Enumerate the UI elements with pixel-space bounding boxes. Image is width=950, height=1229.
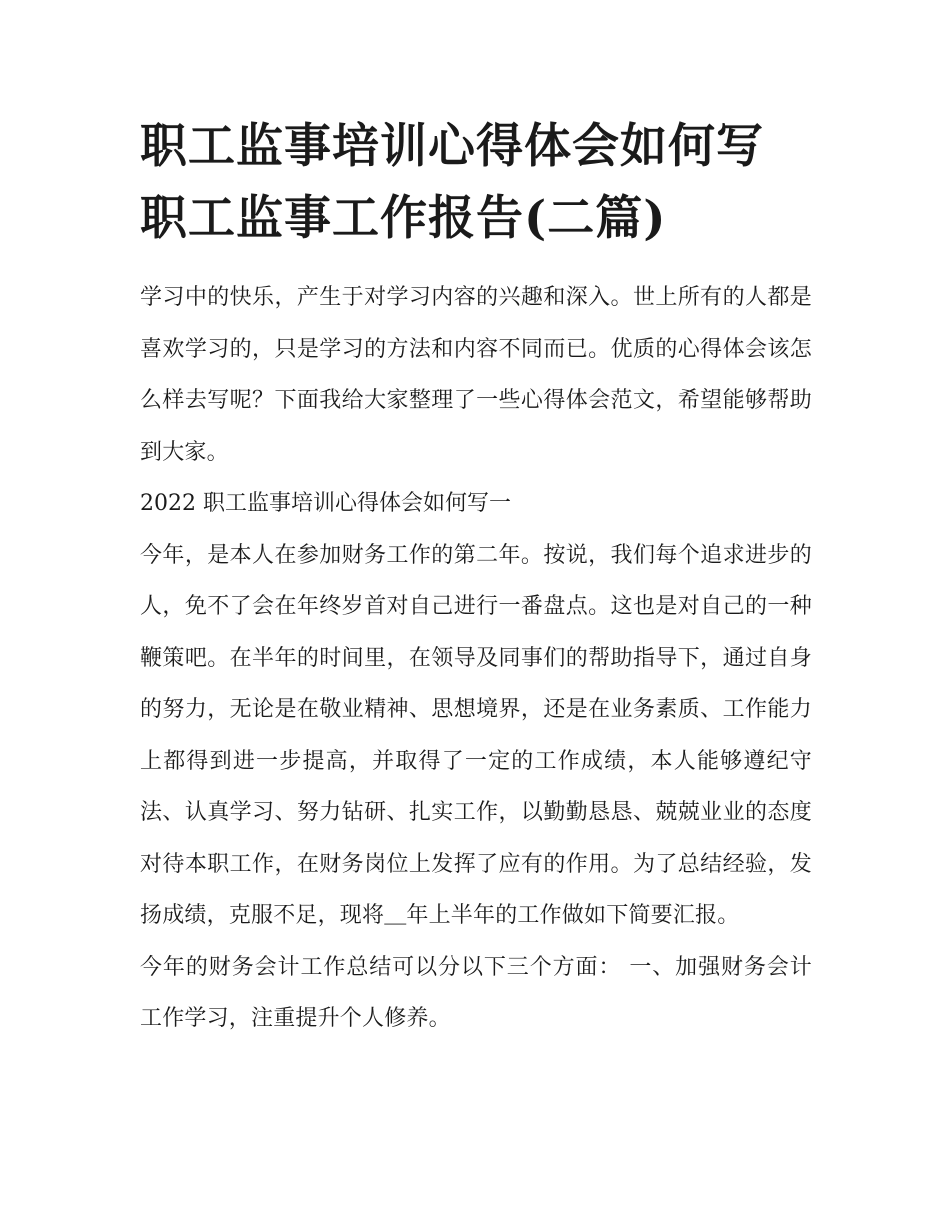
- body-paragraph-2: 今年的财务会计工作总结可以分以下三个方面： 一、加强财务会计工作学习，注重提升个人修养。: [140, 954, 812, 1031]
- section-heading: 2022 职工监事培训心得体会如何写一: [140, 491, 511, 516]
- document-title-line-2: 职工监事工作报告(二篇): [140, 191, 667, 246]
- document-page: [140, 112, 812, 1045]
- intro-paragraph: 学习中的快乐，产生于对学习内容的兴趣和深入。世上所有的人都是喜欢学习的，只是学习的方法和内容不同而已。优质的心得体会该怎么样去写呢？下面我给大家整理了一些心得体会范文，希望能够帮助到大家。: [140, 285, 812, 465]
- document-title-line-1: 职工监事培训心得体会如何写: [140, 119, 764, 174]
- body-paragraph-1: 今年，是本人在参加财务工作的第二年。按说，我们每个追求进步的人，免不了会在年终岁首对自己进行一番盘点。这也是对自己的一种鞭策吧。在半年的时间里，在领导及同事们的帮助指导下，通过自身的努力，无论是在敬业精神、思想境界，还是在业务素质、工作能力上都得到进一步提高，并取得了一定的工作成绩，本人能够遵纪守法、认真学习、努力钻研、扎实工作，以勤勤恳恳、兢兢业业的态度对待本职工作，在财务岗位上发挥了应有的作用。为了总结经验，发扬成绩，克服不足，现将＿年上半年的工作做如下简要汇报。: [140, 542, 812, 928]
- document-body: [140, 272, 812, 1045]
